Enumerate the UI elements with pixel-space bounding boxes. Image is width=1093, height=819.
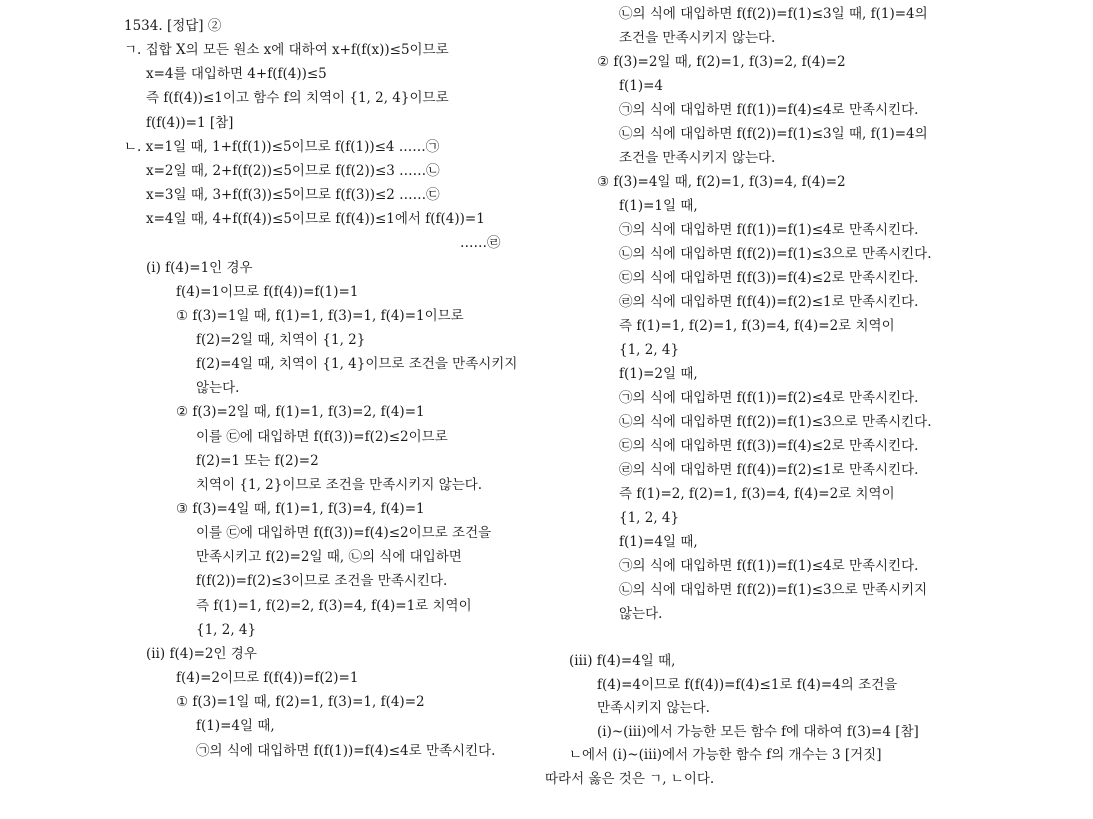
text-line: 즉 f(1)=1, f(2)=1, f(3)=4, f(4)=2로 치역이 — [619, 318, 895, 334]
text-line: ㉠의 식에 대입하면 f(f(1))=f(4)≤4로 만족시킨다. — [619, 102, 919, 118]
text-line: ③ f(3)=4일 때, f(2)=1, f(3)=4, f(4)=2 — [597, 174, 846, 190]
text-line: (ⅰ)~(ⅲ)에서 가능한 모든 함수 f에 대하여 f(3)=4 [참] — [597, 723, 919, 740]
text-line: 1534. [정답] ② — [124, 18, 222, 34]
text-line: f(4)=1이므로 f(f(4))=f(1)=1 — [176, 283, 359, 300]
text-line: ……㉣ — [460, 235, 501, 252]
text-line: 치역이 {1, 2}이므로 조건을 만족시키지 않는다. — [196, 476, 483, 493]
text-line: f(4)=2이므로 f(f(4))=f(2)=1 — [176, 670, 359, 687]
text-line: 조건을 만족시키지 않는다. — [619, 150, 776, 166]
text-line: (ⅲ) f(4)=4일 때, — [569, 653, 676, 669]
text-line: {1, 2, 4} — [619, 510, 680, 526]
text-line: x=3일 때, 3+f(f(3))≤5이므로 f(f(3))≤2 ……㉢ — [146, 187, 440, 204]
text-line: ② f(3)=2일 때, f(1)=1, f(3)=2, f(4)=1 — [176, 404, 425, 421]
text-line: ㄱ. 집합 X의 모든 원소 x에 대하여 x+f(f(x))≤5이므로 — [124, 42, 449, 59]
text-line: f(1)=4 — [619, 78, 664, 94]
text-line: ② f(3)=2일 때, f(2)=1, f(3)=2, f(4)=2 — [597, 54, 846, 70]
text-line: (ⅱ) f(4)=2인 경우 — [146, 645, 257, 662]
text-line: ㉡의 식에 대입하면 f(f(2))=f(1)≤3으로 만족시킨다. — [619, 414, 932, 430]
text-line: ① f(3)=1일 때, f(2)=1, f(3)=1, f(4)=2 — [176, 694, 425, 711]
text-line: 조건을 만족시키지 않는다. — [619, 30, 776, 46]
text-line: f(1)=2일 때, — [619, 366, 698, 382]
text-line: ㉠의 식에 대입하면 f(f(1))=f(2)≤4로 만족시킨다. — [619, 390, 919, 406]
text-line: ㉣의 식에 대입하면 f(f(4))=f(2)≤1로 만족시킨다. — [619, 294, 919, 310]
text-line: f(2)=1 또는 f(2)=2 — [196, 452, 319, 469]
text-line: 즉 f(f(4))≤1이고 함수 f의 치역이 {1, 2, 4}이므로 — [146, 90, 449, 107]
text-line: 않는다. — [196, 380, 240, 397]
text-line: f(1)=4일 때, — [619, 534, 698, 550]
text-line: 따라서 옳은 것은 ㄱ, ㄴ이다. — [545, 771, 715, 787]
text-line: f(f(4))=1 [참] — [146, 114, 234, 131]
text-line: ㄴ. x=1일 때, 1+f(f(1))≤5이므로 f(f(1))≤4 ……㉠ — [124, 138, 440, 155]
text-line: ㉠의 식에 대입하면 f(f(1))=f(1)≤4로 만족시킨다. — [619, 222, 919, 238]
text-line: ① f(3)=1일 때, f(1)=1, f(3)=1, f(4)=1이므로 — [176, 307, 464, 324]
text-line: x=4일 때, 4+f(f(4))≤5이므로 f(f(4))≤1에서 f(f(4))=1 — [146, 211, 485, 228]
text-line: ㉠의 식에 대입하면 f(f(1))=f(4)≤4로 만족시킨다. — [196, 742, 496, 759]
text-line: (ⅰ) f(4)=1인 경우 — [146, 259, 253, 276]
text-line: 만족시키고 f(2)=2일 때, ㉡의 식에 대입하면 — [196, 549, 462, 566]
text-line: ㉡의 식에 대입하면 f(f(2))=f(1)≤3으로 만족시킨다. — [619, 246, 932, 262]
text-line: 만족시키지 않는다. — [597, 700, 710, 717]
text-line: 이를 ㉢에 대입하면 f(f(3))=f(2)≤2이므로 — [196, 428, 448, 445]
text-line: 이를 ㉢에 대입하면 f(f(3))=f(4)≤2이므로 조건을 — [196, 525, 492, 542]
text-line: f(2)=2일 때, 치역이 {1, 2} — [196, 331, 366, 348]
text-line: x=2일 때, 2+f(f(2))≤5이므로 f(f(2))≤3 ……㉡ — [146, 162, 440, 179]
text-line: ㉠의 식에 대입하면 f(f(1))=f(1)≤4로 만족시킨다. — [619, 558, 919, 574]
text-line: ㉡의 식에 대입하면 f(f(2))=f(1)≤3으로 만족시키지 — [619, 582, 928, 598]
text-line: f(1)=1일 때, — [619, 198, 698, 214]
text-line: f(2)=4일 때, 치역이 {1, 4}이므로 조건을 만족시키지 — [196, 356, 518, 373]
text-line: 않는다. — [619, 606, 663, 622]
text-line: ㄴ에서 (ⅰ)~(ⅲ)에서 가능한 함수 f의 개수는 3 [거짓] — [569, 747, 882, 764]
text-line: {1, 2, 4} — [619, 342, 680, 358]
text-line: x=4를 대입하면 4+f(f(4))≤5 — [146, 66, 327, 83]
text-line: ㉢의 식에 대입하면 f(f(3))=f(4)≤2로 만족시킨다. — [619, 438, 919, 454]
text-line: ㉡의 식에 대입하면 f(f(2))=f(1)≤3일 때, f(1)=4의 — [619, 126, 928, 142]
text-line: f(f(2))=f(2)≤3이므로 조건을 만족시킨다. — [196, 573, 448, 590]
text-line: {1, 2, 4} — [196, 621, 257, 638]
text-line: 즉 f(1)=2, f(2)=1, f(3)=4, f(4)=2로 치역이 — [619, 486, 895, 502]
text-line: ㉣의 식에 대입하면 f(f(4))=f(2)≤1로 만족시킨다. — [619, 462, 919, 478]
text-line: f(1)=4일 때, — [196, 718, 275, 735]
text-line: ㉡의 식에 대입하면 f(f(2))=f(1)≤3일 때, f(1)=4의 — [619, 6, 928, 22]
text-line: ③ f(3)=4일 때, f(1)=1, f(3)=4, f(4)=1 — [176, 501, 425, 517]
text-line: ㉢의 식에 대입하면 f(f(3))=f(4)≤2로 만족시킨다. — [619, 270, 919, 286]
text-line: 즉 f(1)=1, f(2)=2, f(3)=4, f(4)=1로 치역이 — [196, 597, 472, 614]
text-line: f(4)=4이므로 f(f(4))=f(4)≤1로 f(4)=4의 조건을 — [597, 676, 898, 693]
